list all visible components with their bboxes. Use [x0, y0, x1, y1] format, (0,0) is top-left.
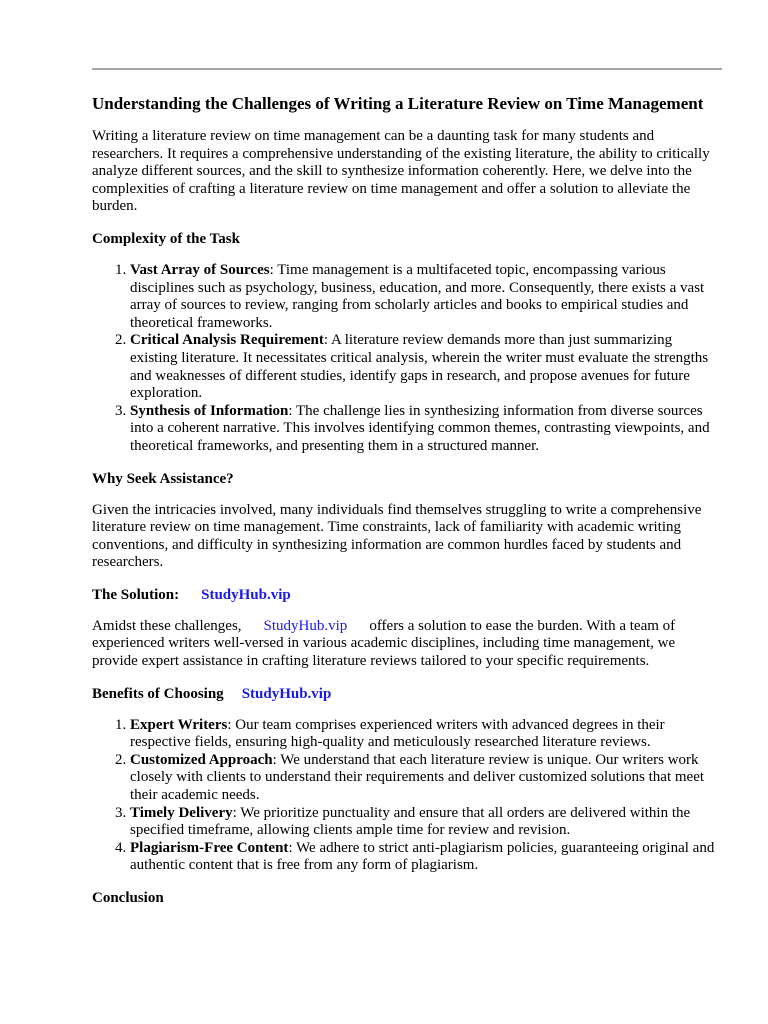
- item-separator: :: [232, 804, 237, 821]
- item-term: Critical Analysis Requirement: [130, 332, 324, 349]
- list-item: [130, 403, 722, 456]
- solution-text-after: offers a solution to ease the burden. With a team of experienced writers well-versed in various academic disciplines, including time management, we provide expert assistance in crafting literature reviews tailored to your specific requirements.: [92, 617, 676, 670]
- item-text: We adhere to strict anti-plagiarism policies, guaranteeing original and authentic content that is free from any form of plagiarism.: [130, 839, 715, 874]
- studyhub-benefits-link[interactable]: StudyHub.vip: [241, 685, 332, 702]
- solution-text-before: Amidst these challenges,: [92, 617, 242, 634]
- studyhub-link[interactable]: StudyHub.vip: [201, 586, 291, 603]
- item-separator: :: [288, 402, 293, 419]
- item-text: Our team comprises experienced writers with advanced degrees in their respective fields, ensuring high-quality and meticulously researched literature reviews.: [130, 716, 665, 751]
- item-term: Timely Delivery: [130, 804, 233, 821]
- item-separator: :: [227, 716, 232, 733]
- item-separator: :: [288, 839, 293, 856]
- why-heading: Why Seek Assistance?: [92, 470, 234, 487]
- item-text: Time management is a multifaceted topic, encompassing various disciplines such as psychology, business, education, and more. Consequently, there exists a vast array of sources to review, ranging from scholarly articles and books to empirical studies and theoretical frameworks.: [130, 261, 705, 331]
- list-item: [130, 717, 722, 752]
- item-term: Expert Writers: [130, 716, 228, 733]
- item-term: Synthesis of Information: [130, 402, 289, 419]
- item-term: Vast Array of Sources: [130, 261, 270, 278]
- item-term: Plagiarism-Free Content: [130, 839, 289, 856]
- studyhub-inline-link[interactable]: StudyHub.vip: [263, 617, 348, 634]
- item-separator: :: [323, 332, 329, 349]
- benefits-list: [92, 717, 722, 875]
- list-item: [130, 752, 722, 805]
- list-item: [130, 840, 722, 875]
- solution-heading-label: The Solution:: [92, 586, 180, 603]
- benefits-heading-label: Benefits of Choosing: [92, 685, 224, 702]
- why-paragraph: Given the intricacies involved, many individuals find themselves struggling to write a comprehensive literature review on time management. Time constraints, lack of familiarity with academic writing conventions, and difficulty in synthesizing information are common hurdles faced by students and researchers.: [92, 501, 702, 571]
- intro-paragraph: Writing a literature review on time management can be a daunting task for many students and researchers. It requires a comprehensive understanding of the existing literature, the ability to critically analyze different sources, and the skill to synthesize information coherently. Here, we delve into the complexities of crafting a literature review on time management and offer a solution to alleviate the burden.: [92, 128, 710, 215]
- document-page: [92, 68, 722, 907]
- item-separator: :: [272, 751, 277, 768]
- complexity-heading: Complexity of the Task: [92, 230, 240, 247]
- item-separator: :: [269, 261, 274, 278]
- item-text: We understand that each literature review is unique. Our writers work closely with clients to understand their requirements and deliver customized solutions that meet their academic needs.: [130, 751, 705, 804]
- item-text: The challenge lies in synthesizing information from diverse sources into a coherent narrative. This involves identifying common themes, contrasting viewpoints, and theoretical frameworks, and presenting them in a structured manner.: [130, 402, 710, 454]
- item-term: Customized Approach: [130, 751, 273, 768]
- conclusion-heading: Conclusion: [92, 890, 164, 906]
- item-text: We prioritize punctuality and ensure that all orders are delivered within the specified timeframe, allowing clients ample time for review and revision.: [130, 804, 691, 839]
- list-item: [130, 262, 722, 332]
- solution-heading: [92, 586, 722, 604]
- document-title: Understanding the Challenges of Writing a Literature Review on Time Management: [92, 94, 704, 113]
- top-divider: [92, 68, 722, 70]
- complexity-list: [92, 262, 722, 456]
- list-item: [130, 332, 722, 402]
- list-item: [130, 805, 722, 840]
- solution-paragraph: [92, 618, 722, 671]
- item-text: A literature review demands more than just summarizing existing literature. It necessitates critical analysis, wherein the writer must evaluate the strengths and weaknesses of different studies, identify gaps in research, and propose avenues for future exploration.: [130, 332, 709, 402]
- benefits-heading: [92, 685, 722, 703]
